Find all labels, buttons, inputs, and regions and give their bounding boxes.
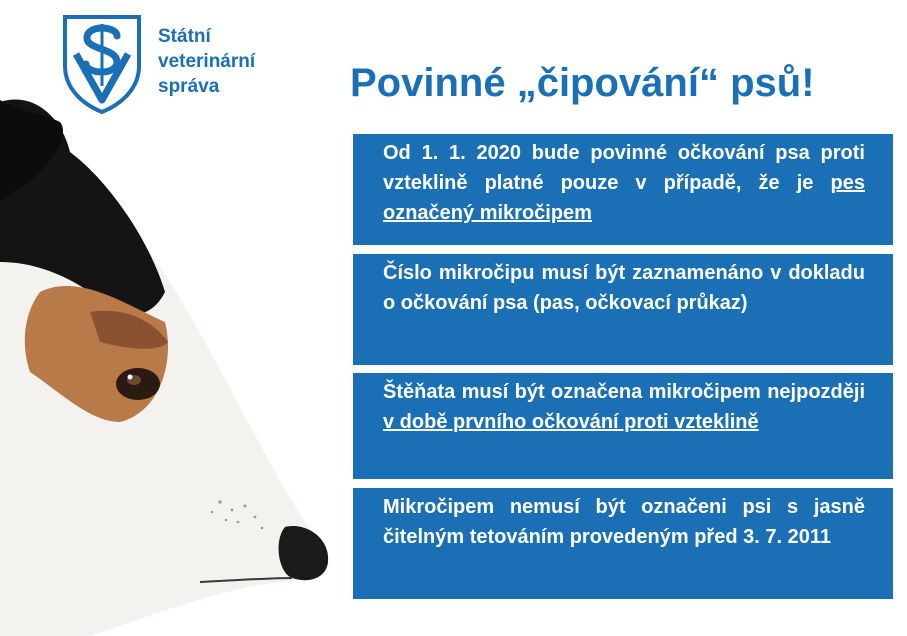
logo-line-2: veterinární <box>158 51 256 72</box>
logo-wordmark <box>158 24 255 99</box>
info-panel-2 <box>353 254 893 365</box>
info-panel-1-link[interactable]: pes označený mikročipem <box>383 172 865 224</box>
info-panel-4-text <box>383 492 865 552</box>
logo-line-1: Státní <box>158 26 211 47</box>
dog-nose <box>279 526 329 580</box>
info-panel-1-text <box>383 138 865 228</box>
info-panel-3-text-a: Štěňata musí být označena mikročipem nejpozději <box>383 381 865 403</box>
info-panel-3-link[interactable]: v době prvního očkování proti vzteklině <box>383 411 759 433</box>
info-panel-1 <box>353 134 893 245</box>
info-panel-2-text <box>383 258 865 318</box>
info-panel-3 <box>353 373 893 479</box>
dog-illustration <box>0 92 340 636</box>
logo-line-3: správa <box>158 76 220 97</box>
info-panel-2-text-a: Číslo mikročipu musí být zaznamenáno v dokladu o očkování psa (pas, očkovací průkaz) <box>383 262 865 314</box>
info-panel-3-text <box>383 377 865 437</box>
page-title: Povinné „čipování“ psů! <box>350 61 815 105</box>
info-panel-1-text-a: Od 1. 1. 2020 bude povinné očkování psa proti vzteklině platné pouze v případě, že je <box>383 142 865 194</box>
info-panel-4 <box>353 488 893 599</box>
info-panel-4-text-a: Mikročipem nemusí být označeni psi s jasně čitelným tetováním provedeným před 3. 7. 2011 <box>383 496 865 548</box>
